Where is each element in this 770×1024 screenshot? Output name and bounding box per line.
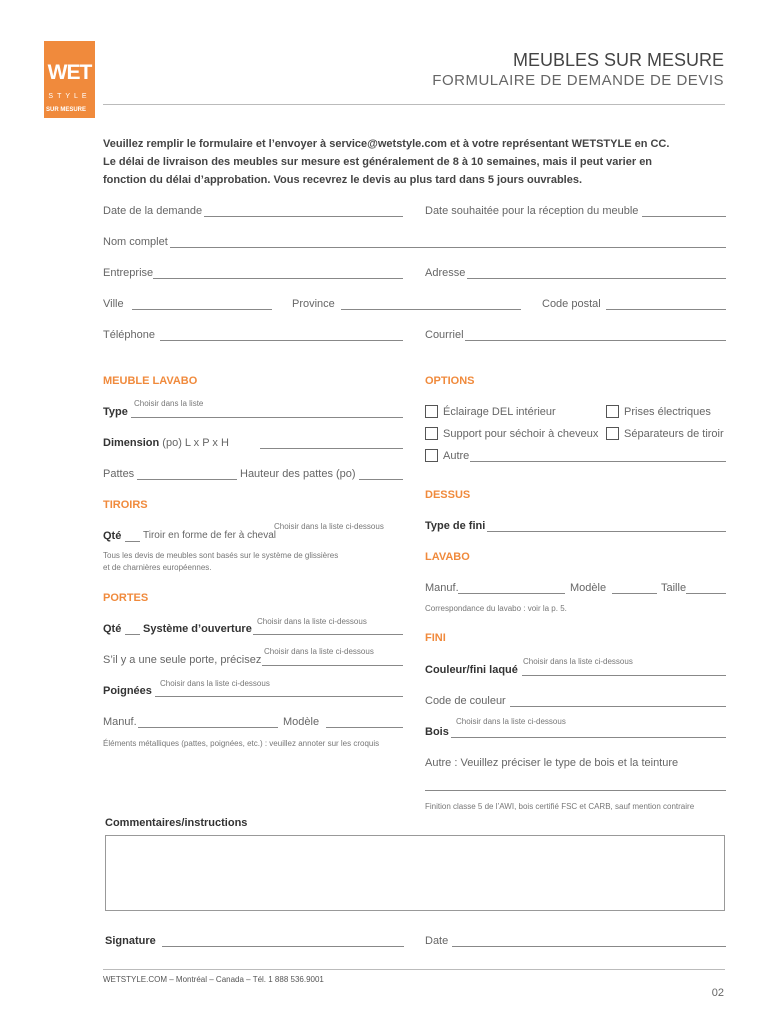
dimension-label: Dimension xyxy=(103,437,160,449)
date-souhaitee-field[interactable] xyxy=(642,216,726,217)
courriel-field[interactable] xyxy=(465,340,726,341)
lavabo-note: Correspondance du lavabo : voir la p. 5. xyxy=(425,604,567,613)
lavabo-heading: LAVABO xyxy=(425,551,470,563)
code-couleur-field[interactable] xyxy=(510,706,726,707)
footer-text: WETSTYLE.COM – Montréal – Canada – Tél. 1 888 536.9001 xyxy=(103,975,324,984)
signature-date-field[interactable] xyxy=(452,946,726,947)
portes-modele-field[interactable] xyxy=(326,727,403,728)
systeme-hint: Choisir dans la liste ci-dessous xyxy=(257,617,367,626)
portes-qte-label: Qté xyxy=(103,623,122,635)
tiroirs-note-1: Tous les devis de meubles sont basés sur le système de glissières xyxy=(103,551,339,560)
seule-porte-hint: Choisir dans la liste ci-dessous xyxy=(264,647,374,656)
telephone-label: Téléphone xyxy=(103,329,155,341)
code-postal-field[interactable] xyxy=(606,309,726,310)
lavabo-modele-field[interactable] xyxy=(612,593,657,594)
seule-porte-label: S’il y a une seule porte, précisez xyxy=(103,654,262,666)
province-label: Province xyxy=(292,298,335,310)
option-separateurs-label: Séparateurs de tiroir xyxy=(624,428,724,440)
type-label: Type xyxy=(103,406,128,418)
entreprise-label: Entreprise xyxy=(103,267,154,279)
lavabo-modele-label: Modèle xyxy=(570,582,607,594)
dessus-heading: DESSUS xyxy=(425,489,471,501)
adresse-label: Adresse xyxy=(425,267,466,279)
option-eclairage-checkbox[interactable] xyxy=(425,405,438,418)
type-fini-label: Type de fini xyxy=(425,520,486,532)
dimension-row xyxy=(103,437,229,449)
ville-field[interactable] xyxy=(132,309,272,310)
type-fini-field[interactable] xyxy=(487,531,726,532)
intro-line-2: Le délai de livraison des meubles sur mesure est généralement de 8 à 10 semaines, mais il peut varier en xyxy=(103,156,653,168)
entreprise-field[interactable] xyxy=(153,278,403,279)
intro-text xyxy=(103,135,703,189)
province-field[interactable] xyxy=(341,309,521,310)
dimension-field[interactable] xyxy=(260,448,403,449)
option-autre-field[interactable] xyxy=(470,461,726,462)
seule-porte-select[interactable] xyxy=(262,665,403,666)
autre-bois-label: Autre : Veuillez préciser le type de bois et la teinture xyxy=(425,757,679,769)
lavabo-manuf-label: Manuf. xyxy=(425,582,459,594)
nom-label: Nom complet xyxy=(103,236,168,248)
header-divider xyxy=(103,104,725,105)
adresse-field[interactable] xyxy=(467,278,726,279)
footer-divider xyxy=(103,969,725,970)
nom-field[interactable] xyxy=(170,247,726,248)
systeme-label: Système d’ouverture xyxy=(143,623,252,635)
tiroirs-note-2: et de charnières européennes. xyxy=(103,563,212,572)
option-support-label: Support pour séchoir à cheveux xyxy=(443,428,599,440)
intro-line-1: Veuillez remplir le formulaire et l’envoyer à service@wetstyle.com et à votre représentant WETSTYLE en CC. xyxy=(103,138,670,150)
lavabo-taille-field[interactable] xyxy=(686,593,726,594)
logo-tagline: SUR MESURE xyxy=(46,107,87,113)
page-title: MEUBLES SUR MESURE xyxy=(512,50,724,70)
option-eclairage-label: Éclairage DEL intérieur xyxy=(443,406,556,418)
portes-heading: PORTES xyxy=(103,592,149,604)
tiroirs-qte-field[interactable] xyxy=(125,541,140,542)
wetstyle-logo xyxy=(44,41,95,118)
date-souhaitee-label: Date souhaitée pour la réception du meuble xyxy=(425,205,639,217)
logo-style: STYLE xyxy=(48,93,91,100)
date-demande-field[interactable] xyxy=(204,216,403,217)
courriel-label: Courriel xyxy=(425,329,464,341)
autre-bois-field[interactable] xyxy=(425,790,726,791)
bois-hint: Choisir dans la liste ci-dessous xyxy=(456,717,566,726)
signature-field[interactable] xyxy=(162,946,404,947)
option-autre-checkbox[interactable] xyxy=(425,449,438,462)
portes-note: Éléments métalliques (pattes, poignées, etc.) : veuillez annoter sur les croquis xyxy=(103,739,380,748)
bois-label: Bois xyxy=(425,726,449,738)
option-prises-label: Prises électriques xyxy=(624,406,711,418)
telephone-field[interactable] xyxy=(160,340,403,341)
pattes-label: Pattes xyxy=(103,468,135,480)
hauteur-pattes-label: Hauteur des pattes (po) xyxy=(240,468,356,480)
code-couleur-label: Code de couleur xyxy=(425,695,506,707)
bois-select[interactable] xyxy=(451,737,726,738)
option-autre-label: Autre xyxy=(443,450,470,462)
options-heading: OPTIONS xyxy=(425,375,475,387)
lavabo-taille-label: Taille xyxy=(661,582,687,594)
tiroirs-heading: TIROIRS xyxy=(103,499,148,511)
tiroirs-value[interactable]: Tiroir en forme de fer à cheval xyxy=(143,530,277,541)
code-postal-label: Code postal xyxy=(542,298,601,310)
hauteur-pattes-field[interactable] xyxy=(359,479,403,480)
type-hint: Choisir dans la liste xyxy=(134,399,204,408)
systeme-select[interactable] xyxy=(253,634,403,635)
portes-manuf-field[interactable] xyxy=(138,727,278,728)
tiroirs-hint: Choisir dans la liste ci-dessous xyxy=(274,522,384,531)
portes-qte-field[interactable] xyxy=(125,634,140,635)
fini-heading: FINI xyxy=(425,632,446,644)
type-select[interactable] xyxy=(131,417,403,418)
portes-modele-label: Modèle xyxy=(283,716,320,728)
poignees-select[interactable] xyxy=(155,696,403,697)
tiroirs-qte-label: Qté xyxy=(103,530,122,542)
logo-brand: WET xyxy=(47,61,92,84)
option-prises-checkbox[interactable] xyxy=(606,405,619,418)
dimension-unit: (po) L x P x H xyxy=(162,437,229,449)
couleur-hint: Choisir dans la liste ci-dessous xyxy=(523,657,633,666)
couleur-select[interactable] xyxy=(522,675,726,676)
page-subtitle: FORMULAIRE DE DEMANDE DE DEVIS xyxy=(432,72,724,89)
comments-heading: Commentaires/instructions xyxy=(105,817,248,829)
fini-note: Finition classe 5 de l’AWI, bois certifié FSC et CARB, sauf mention contraire xyxy=(425,802,695,811)
lavabo-manuf-field[interactable] xyxy=(458,593,565,594)
portes-manuf-label: Manuf. xyxy=(103,716,137,728)
signature-label: Signature xyxy=(105,935,156,947)
comments-textarea[interactable] xyxy=(105,835,725,911)
page-number: 02 xyxy=(711,987,724,999)
intro-line-3: fonction du délai d’approbation. Vous recevrez le devis au plus tard dans 5 jours ouvrables. xyxy=(103,174,583,186)
poignees-hint: Choisir dans la liste ci-dessous xyxy=(160,679,270,688)
ville-label: Ville xyxy=(103,298,124,310)
pattes-field[interactable] xyxy=(137,479,237,480)
poignees-label: Poignées xyxy=(103,685,152,697)
meuble-lavabo-heading: MEUBLE LAVABO xyxy=(103,375,198,387)
date-demande-label: Date de la demande xyxy=(103,205,203,217)
signature-date-label: Date xyxy=(425,935,449,947)
option-support-checkbox[interactable] xyxy=(425,427,438,440)
option-separateurs-checkbox[interactable] xyxy=(606,427,619,440)
couleur-label: Couleur/fini laqué xyxy=(425,664,518,676)
